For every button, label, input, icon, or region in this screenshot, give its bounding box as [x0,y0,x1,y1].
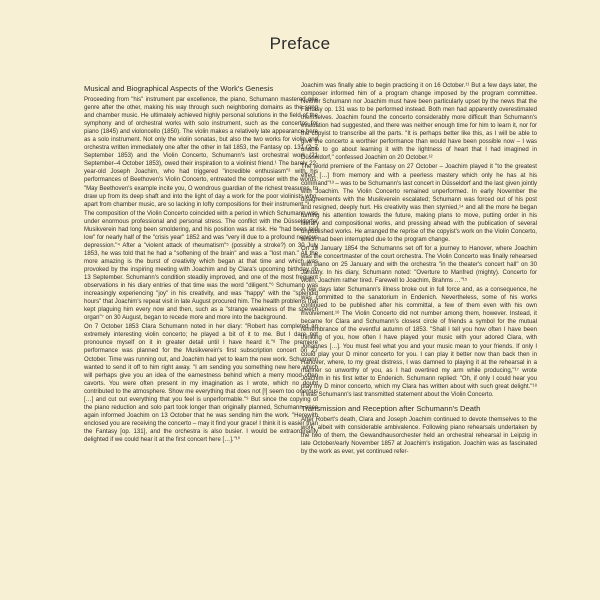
paragraph: On 19 January 1854 the Schumanns set off for a journey to Hanover, where Joachim was the concertmaster of the court orchestra. The Violin Concerto was finally rehearsed with piano on 25 January and with the orchestra "in the theater's concert hall" on 30 January. In his diary, Schumann noted: "Overture to Manfred (mighty). Concerto for violin, Joachim rather tired. Farewell to Joachim, Brahms …"¹⁵ [301,245,537,285]
paragraph: Proceeding from "his" instrument par excellence, the piano, Schumann mastered one genre after the other, making his way through such neighboring domains as the song and chamber music. He ultimately achieved highly personal solutions in the field of the symphony and of orchestral works with solo instrument, such as the concertos for piano (1845) and violoncello (1850). The violin makes a relatively late appearance here as a solo instrument. Not only the violin sonatas, but also the two works for violin and orchestra written immediately one after the other in fall 1853, the Fantasy op. 131 (2–7 September 1853) and the Violin Concerto, Schumann's last orchestral work (21 September–4 October 1853), owed their inspiration to a violinist friend.¹ The barely 22-year-old Joseph Joachim, who had triggered "incredible enthusiasm"² with his performances of Beethoven's Violin Concerto, entreated the composer with the words: "May Beethoven's example incite you, O wondrous guardian of the richest treasures, to draw up from its deep shaft and into the light of day a work for the poor violinists who, apart from chamber music, are so lacking in lofty compositions for their instrument."³ [84,97,318,208]
paragraph: The composition of the Violin Concerto coincided with a period in which Schumann was under enormous professional and personal stress. The conflict with the Düsseldorfer Musikverein had long been smoldering, and his position was at risk. He "had been laid low" for nearly half of the "crisis year" 1852 and was "very ill due to a profound nervous depression."⁴ After a "violent attack of rheumatism"⁵ (possibly a stroke?) on 30 July 1853, he was told that he had a "softening of the brain" and was a "lost man." All the more amazing is the burst of creativity which began at that time and which was provoked by the inspiring meeting with Joachim and by Clara's upcoming birthday on 13 September. Schumann's condition steadily improved, and one of the most frequent observations in his diary entries of that time was the word "diligent."⁶ Schumann was increasingly experiencing "joy" in his creativity, and was "happy" with the "splendid hours" that Joachim's repeat visit in late August procured him. The health problems that kept plaguing him every now and then, such as a "strange weakness of the speech organ"⁷ on 30 August, began to recede more and more into the background. [84,210,318,322]
paragraph: After Robert's death, Clara and Joseph Joachim continued to devote themselves to the work, albeit with considerable ambivalence. Following piano rehearsals undertaken by the two of them, the Gewandhausorchester held an orchestral rehearsal in Leipzig in late October/early November 1857 at Joachim's instigation. Joachim was as fascinated by the work as ever, yet continued refer- [301,416,537,456]
section-heading-genesis: Musical and Biographical Aspects of the Work's Genesis [84,84,274,93]
right-column [301,82,537,457]
section-heading-transmission: Transmission and Reception after Schumann's Death [301,403,481,413]
page-title: Preface [269,34,331,53]
paragraph: The world premiere of the Fantasy on 27 October – Joachim played it "to the greatest effect […] from memory and with a peerless mastery which only he has at his command"¹³ – was to be Schumann's last concert in Düsseldorf and the last given jointly with Joachim. The Violin Concerto remained unperformed. In early November the disagreements with the Musikverein escalated; Schumann was forced out of his post and resigned, deeply hurt. His creativity was then stymied,¹⁴ and all the more he began turning his attention towards the future, making plans to move, putting order in his literary and compositional works, and pressing ahead with the publication of several unpublished works. He arranged the reprise of the copyist's work on the Violin Concerto, which had been interrupted due to the program change. [301,164,537,243]
paragraph: A few days later Schumann's illness broke out in full force and, as a consequence, he was committed to the sanatorium in Endenich. Nevertheless, some of his works continued to be published after his committal, a few of them even with his own involvement.¹⁶ The Violin Concerto did not number among them, however. Instead, it became for Clara and Schumann's closest circle of friends a symbol for the mutual remembrance of the eventful autumn of 1853. "Shall I tell you how often I have been thinking of you, how often I have played your music with your adored Clara, with Johannes […]. You must feel what you and your music mean to your friends. If only I could play your D minor concerto for you. I can play it better now than back then in Hanover, where, to my great distress, I was damned to playing it at the rehearsal in a manner so unworthy of you, as I had overtired my arm while producing,"¹⁷ wrote Joachim in his first letter to Endenich. Schumann replied: "Oh, if only I could hear you play my D minor concerto, which my Clara has written about with such great delight."¹⁸ It was Schumann's last transmitted statement about the Violin Concerto. [301,287,537,398]
left-column [84,84,318,445]
paragraph: Joachim was finally able to begin practicing it on 16 October.¹¹ But a few days later, the composer informed him of a program change imposed by the program committee. Neither Schumann nor Joachim must have been particularly upset by the news that the Fantasy op. 131 was to be performed instead. Both men had apparently overestimated themselves. Joachim found the concerto considerably more difficult than Schumann's evaluation had suggested, and there was neither enough time for him to learn it, nor for the copyist to transcribe all the parts. "It is perhaps better like this, as I will be able to give the concerto a worthier performance than would have been possible now – I was unable to go about learning it with the lightness of heart that I had imagined in Düsseldorf," confessed Joachim on 20 October.¹² [301,83,537,162]
paragraph: On 7 October 1853 Clara Schumann noted in her diary: "Robert has completed an extremely interesting violin concerto; he played a bit of it to me. But I dare not pronounce myself on it in greater detail until I have heard it."⁸ The premiere performance was planned for the Musikverein's first subscription concert on 27 October. Time was running out, and Joachim had yet to learn the new work. Schumann wanted to send it off to him right away. "I am sending you something new here which will perhaps give you an idea of the earnestness behind which a merry mood often cavorts. You were often present in my imagination as I wrote, which no doubt contributed to the atmosphere. Show me everything that does not [!] seem too onerous […] and cut out everything that you feel is unperformable."⁹ But since the copying of the piano reduction and solo part took longer than originally planned, Schumann once again informed Joachim on 13 October that he was sending him the work. "Herewith enclosed you are receiving the concerto – may it find your grace! I think it is easier than the Fantasy [op. 131], and the orchestra is also busier. I would be extraordinarily delighted if we could hear it at the first concert here […]."¹⁰ [84,324,318,443]
